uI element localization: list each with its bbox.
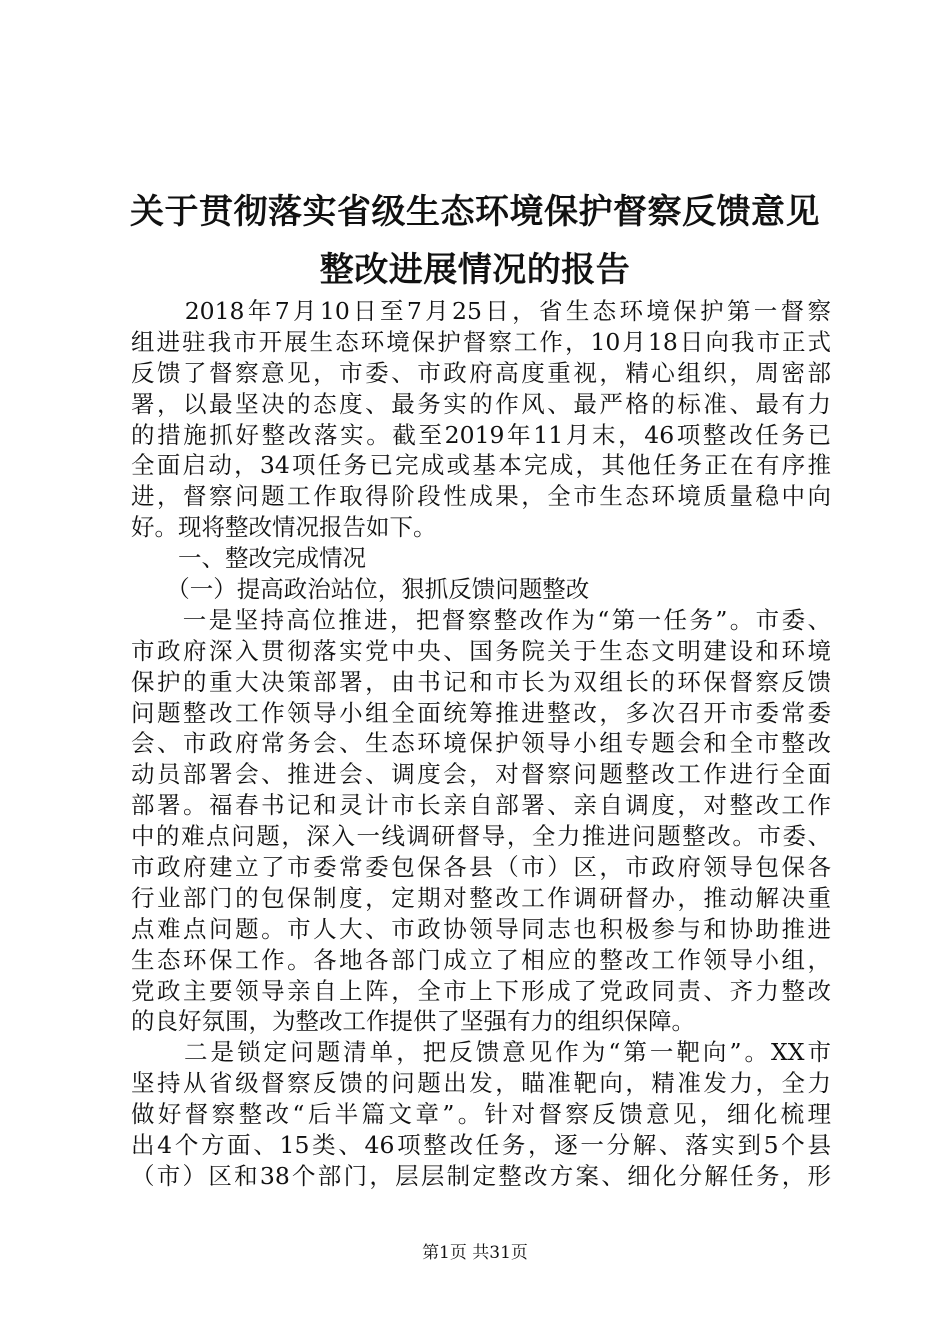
- body-text-line: （一）提高政治站位，狠抓反馈问题整改: [131, 575, 590, 604]
- body-text-line: （市）区和38个部门，层层制定整改方案、细化分解任务，形: [131, 1161, 831, 1190]
- body-text-line: 的措施抓好整改落实。截至2019年11月末，46项整改任务已: [131, 420, 831, 449]
- body-text-line: 动员部署会、推进会、调度会，对督察问题整改工作进行全面: [131, 760, 831, 789]
- body-text-line: 的良好氛围，为整改工作提供了坚强有力的组织保障。: [131, 1007, 695, 1036]
- body-text-line: 2018年7月10日至7月25日，省生态环境保护第一督察: [131, 297, 831, 325]
- body-text-line: 一是坚持高位推进，把督察整改作为“第一任务”。市委、: [131, 605, 831, 634]
- body-text-line: 中的难点问题，深入一线调研督导，全力推进问题整改。市委、: [131, 822, 831, 851]
- report-title-line-2: 整改进展情况的报告: [319, 250, 631, 290]
- body-text-line: 做好督察整改“后半篇文章”。针对督察反馈意见，细化梳理: [131, 1100, 831, 1129]
- body-text-line: 反馈了督察意见，市委、市政府高度重视，精心组织，周密部: [131, 358, 831, 387]
- body-text-line: 组进驻我市开展生态环境保护督察工作，10月18日向我市正式: [131, 327, 831, 356]
- report-title-line-1: 关于贯彻落实省级生态环境保护督察反馈意见: [130, 192, 820, 232]
- body-text-line: 进，督察问题工作取得阶段性成果，全市生态环境质量稳中向: [131, 482, 831, 511]
- body-text-line: 署，以最坚决的态度、最务实的作风、最严格的标准、最有力: [131, 389, 831, 418]
- report-body: [131, 296, 831, 1192]
- body-text-line: 行业部门的包保制度，定期对整改工作调研督办，推动解决重: [131, 883, 831, 912]
- body-text-line: 全面启动，34项任务已完成或基本完成，其他任务正在有序推: [131, 451, 831, 480]
- body-text-line: 二是锁定问题清单，把反馈意见作为“第一靶向”。XX市: [131, 1038, 831, 1067]
- body-text-line: 市政府深入贯彻落实党中央、国务院关于生态文明建设和环境: [131, 636, 831, 665]
- page-footer: 第1页 共31页: [422, 1243, 528, 1263]
- body-text-line: 部署。福春书记和灵计市长亲自部署、亲自调度，对整改工作: [131, 791, 831, 820]
- body-text-line: 党政主要领导亲自上阵，全市上下形成了党政同责、齐力整改: [131, 976, 831, 1005]
- body-text-line: 点难点问题。市人大、市政协领导同志也积极参与和协助推进: [131, 914, 831, 943]
- body-text-line: 会、市政府常务会、生态环境保护领导小组专题会和全市整改: [131, 729, 831, 758]
- body-text-line: 坚持从省级督察反馈的问题出发，瞄准靶向，精准发力，全力: [131, 1069, 831, 1098]
- body-text-line: 出4个方面、15类、46项整改任务，逐一分解、落实到5个县: [131, 1131, 831, 1160]
- body-text-line: 一、整改完成情况: [131, 544, 366, 573]
- body-text-line: 生态环保工作。各地各部门成立了相应的整改工作领导小组，: [131, 945, 831, 974]
- body-text-line: 问题整改工作领导小组全面统筹推进整改，多次召开市委常委: [131, 698, 831, 727]
- body-text-line: 保护的重大决策部署，由书记和市长为双组长的环保督察反馈: [131, 667, 831, 696]
- body-text-line: 市政府建立了市委常委包保各县（市）区，市政府领导包保各: [131, 853, 831, 882]
- body-text-line: 好。现将整改情况报告如下。: [131, 513, 437, 542]
